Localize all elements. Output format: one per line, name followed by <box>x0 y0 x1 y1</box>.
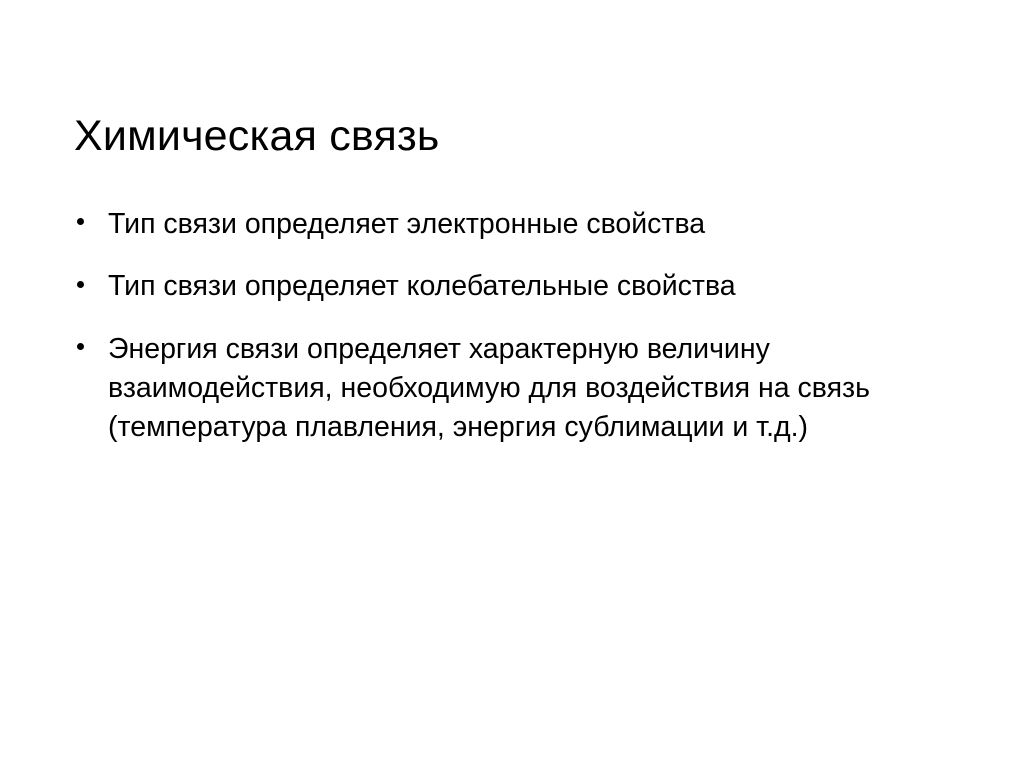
bullet-list <box>66 205 946 448</box>
bullet-dot-icon <box>77 218 84 225</box>
page-title: Химическая связь <box>74 111 440 160</box>
list-item <box>66 330 946 448</box>
bullet-dot-icon <box>77 343 84 350</box>
list-item <box>66 267 946 306</box>
list-item <box>66 205 946 244</box>
list-item-label: Тип связи определяет электронные свойства <box>108 208 706 240</box>
list-item-label: Тип связи определяет колебательные свойства <box>108 270 736 303</box>
bullet-dot-icon <box>77 281 84 288</box>
list-item-label: Энергия связи определяет характерную величину взаимодействия, необходимую для воздействия на связь (температура плавления, энергия сублимации и т.д.) <box>108 332 870 444</box>
